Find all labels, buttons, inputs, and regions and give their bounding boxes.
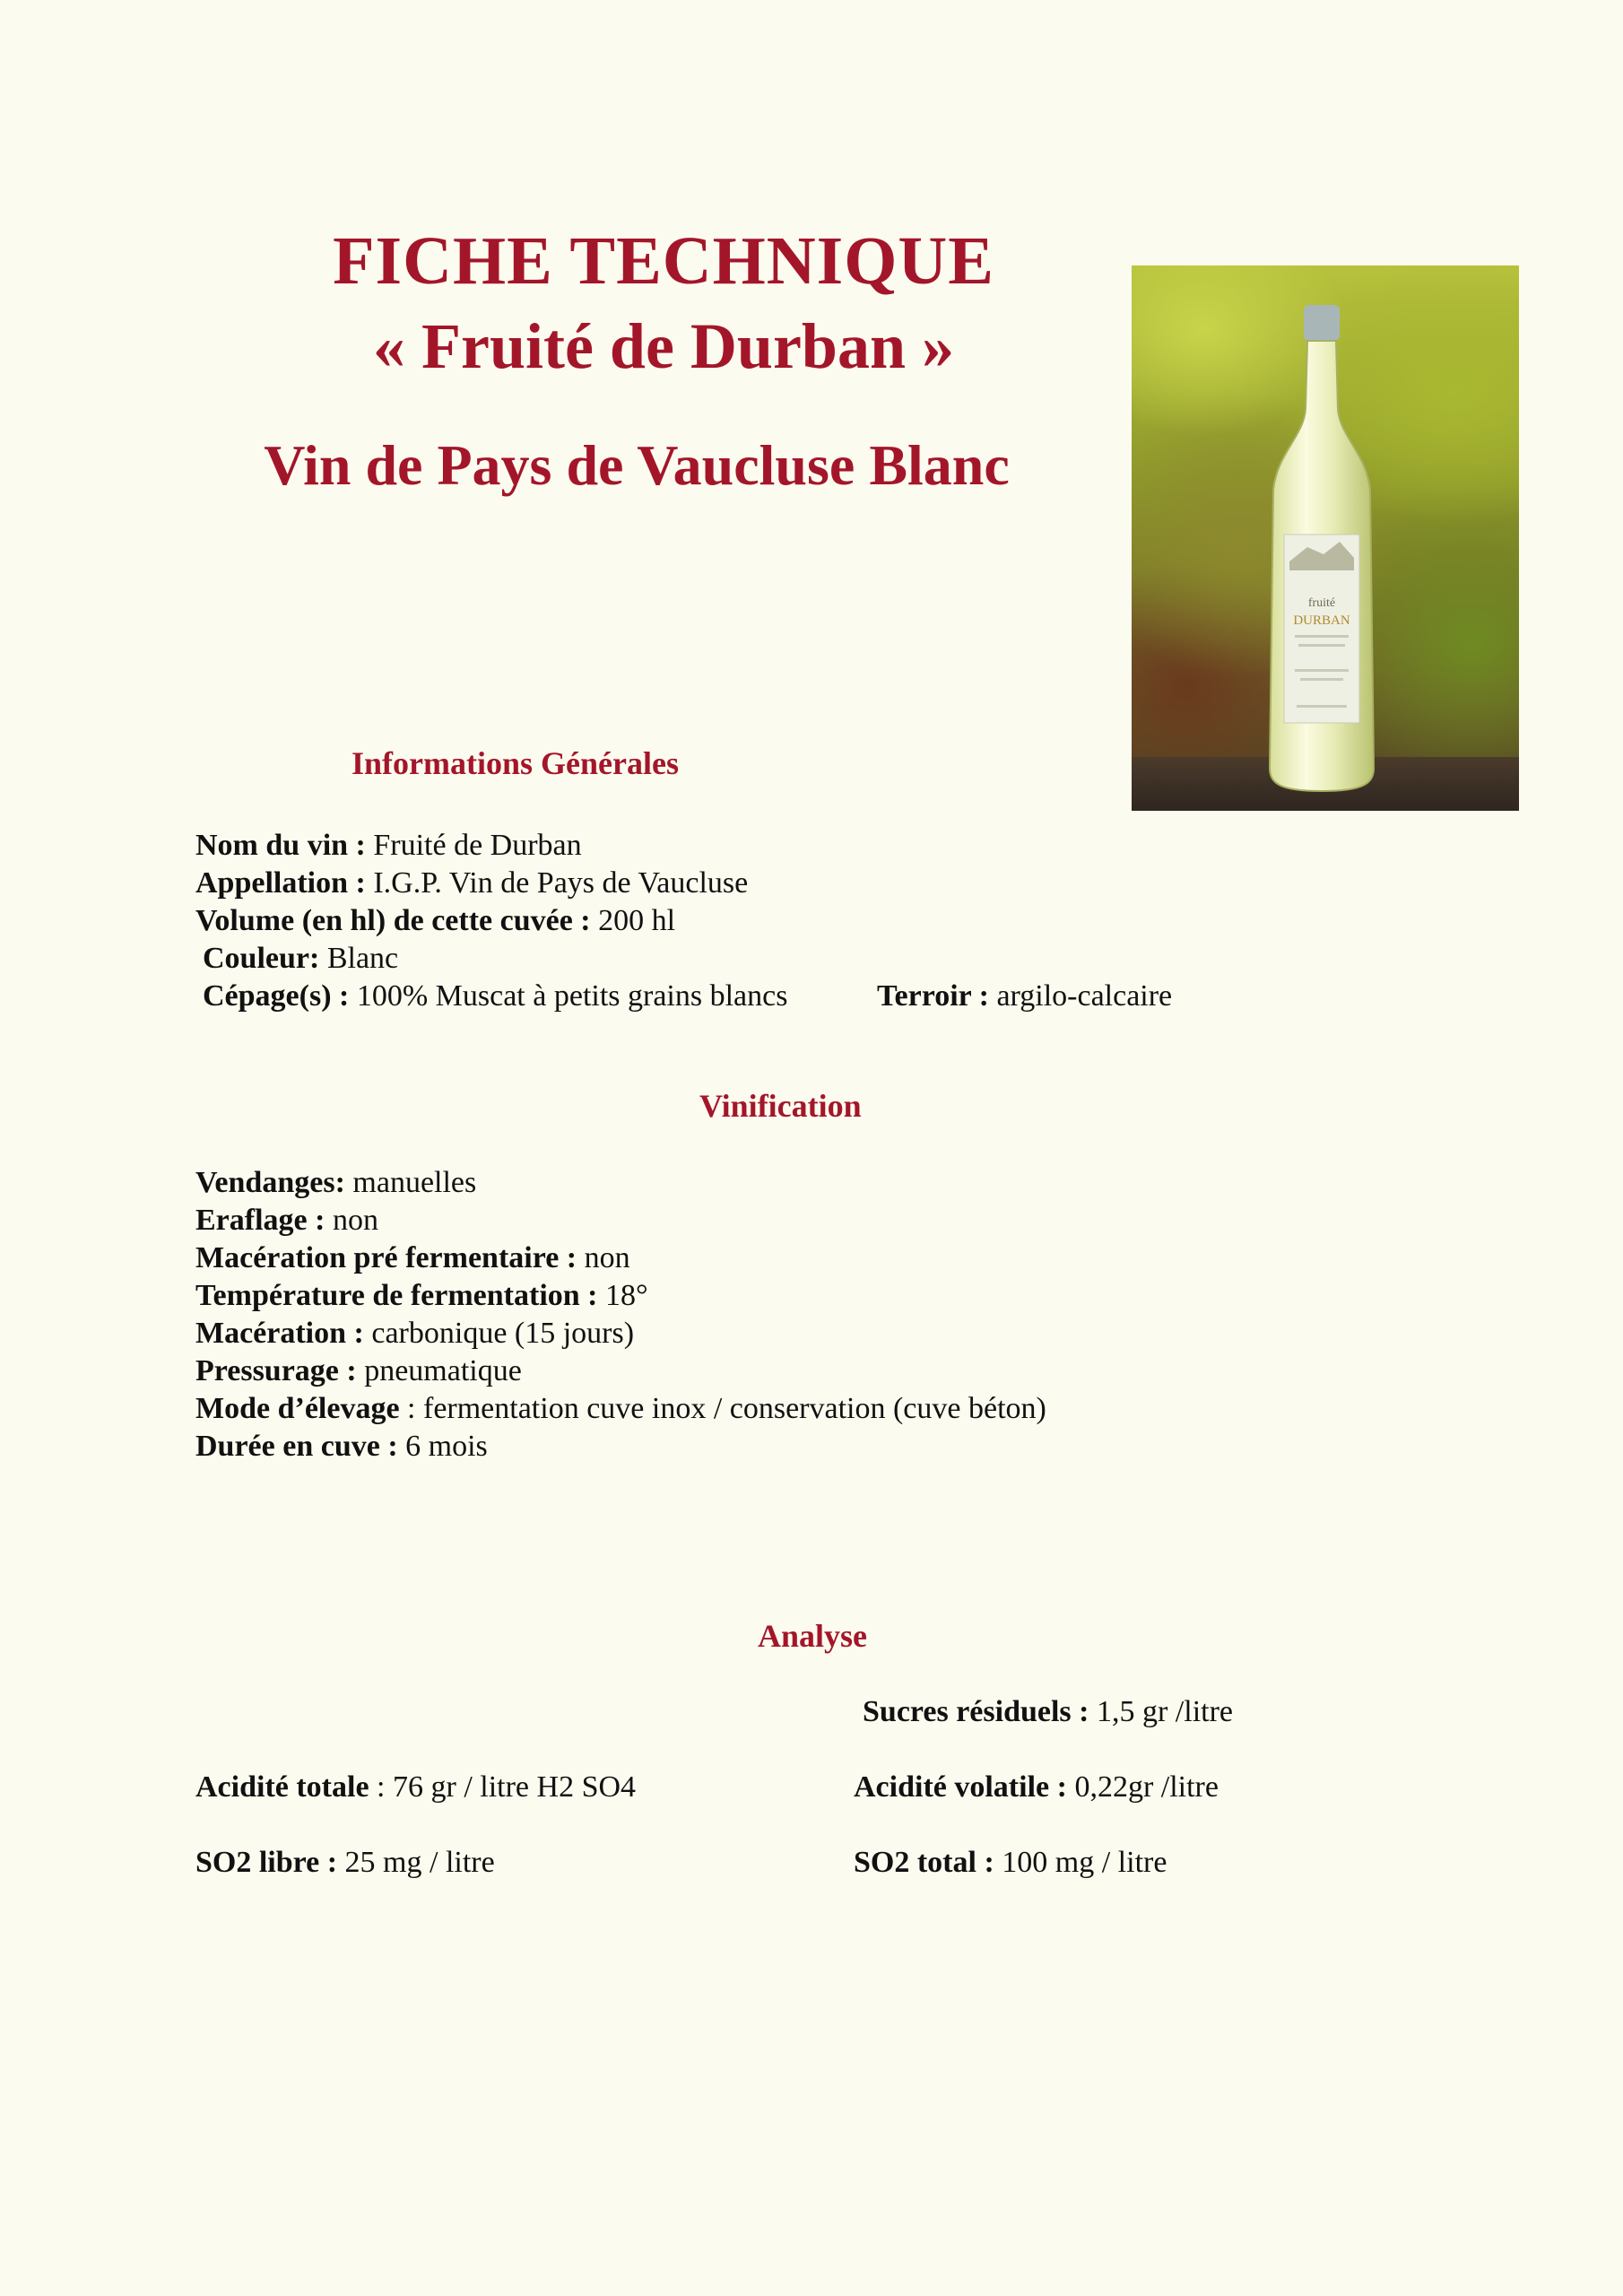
bottle-capsule (1304, 305, 1340, 341)
ana-acidite-volatile: Acidité volatile : 0,22gr /litre (854, 1770, 1219, 1804)
vin-duree-cuve: Durée en cuve : 6 mois (195, 1430, 488, 1463)
vin-vendanges: Vendanges: manuelles (195, 1166, 477, 1199)
vin-eraflage: Eraflage : non (195, 1204, 378, 1237)
vin-maceration: Macération : carbonique (15 jours) (195, 1317, 635, 1350)
label-text-fruite: fruité (1307, 596, 1336, 610)
vin-mode-elevage: Mode d’élevage : fermentation cuve inox / conservation (cuve béton) (195, 1392, 1046, 1425)
section-heading-vinification: Vinification (699, 1088, 862, 1124)
label-text-durban: DURBAN (1293, 613, 1350, 628)
ana-acidite-totale: Acidité totale : 76 gr / litre H2 SO4 (195, 1770, 637, 1804)
info-couleur: Couleur: Blanc (203, 942, 399, 975)
bottle-photo (1132, 265, 1519, 811)
wine-subtitle: Vin de Pays de Vaucluse Blanc (264, 433, 1010, 497)
ana-so2-total: SO2 total : 100 mg / litre (854, 1846, 1167, 1879)
info-terroir: Terroir : argilo-calcaire (877, 979, 1173, 1013)
document-title: FICHE TECHNIQUE (333, 223, 994, 299)
info-volume: Volume (en hl) de cette cuvée : 200 hl (195, 904, 676, 937)
info-appellation: Appellation : I.G.P. Vin de Pays de Vaucluse (195, 866, 749, 900)
section-heading-informations: Informations Générales (352, 745, 679, 781)
info-cepage: Cépage(s) : 100% Muscat à petits grains blancs (203, 979, 788, 1013)
vin-maceration-pre: Macération pré fermentaire : non (195, 1241, 630, 1274)
ana-sucres-residuels: Sucres résiduels : 1,5 gr /litre (863, 1695, 1234, 1728)
wine-bottle-illustration (1132, 265, 1519, 811)
wine-name-title: « Fruité de Durban » (373, 310, 954, 382)
vin-pressurage: Pressurage : pneumatique (195, 1354, 522, 1387)
ana-so2-libre: SO2 libre : 25 mg / litre (195, 1846, 495, 1879)
vin-temperature: Température de fermentation : 18° (195, 1279, 648, 1312)
section-heading-analyse: Analyse (758, 1618, 868, 1654)
info-nom-du-vin: Nom du vin : Fruité de Durban (195, 829, 582, 862)
